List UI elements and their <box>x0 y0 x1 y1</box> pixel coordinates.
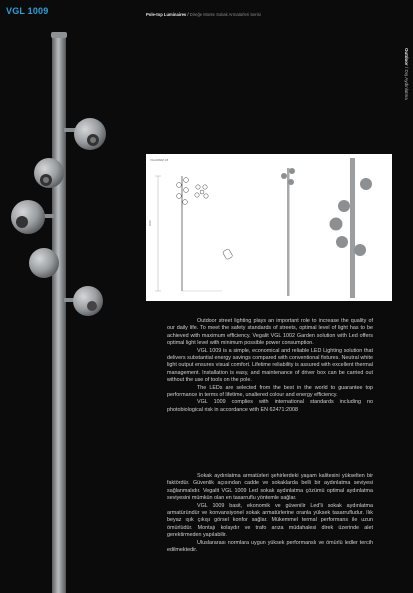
luminaire-head-1 <box>74 118 106 150</box>
side-label-bold: Outdoor <box>404 48 409 66</box>
pole-product-photo <box>0 30 125 593</box>
side-label-sub: Dış Aydınlatma <box>404 69 409 100</box>
drawing-code: VGL1009/M 1/5 <box>150 159 169 162</box>
side-section-label <box>404 48 409 100</box>
side-label-separator: / <box>404 65 409 70</box>
category-sub: Direğe Monte Sokak Armatürleri Serisi <box>189 12 261 17</box>
drawing-dimension: 5000 <box>149 220 152 226</box>
category-bold: Pole-top Luminaires <box>146 12 187 17</box>
tr-paragraph-3: Uluslararası normlara uygun yüksek performanslı ve ömürlü ledler tercih edilmektedir. <box>167 539 373 554</box>
english-description <box>167 318 373 414</box>
luminaire-head-3 <box>11 200 45 234</box>
category-line <box>146 12 261 17</box>
turkish-description <box>167 473 373 554</box>
tr-paragraph-2: VGL 1009 basit, ekonomik ve güvenilir Led'li sokak aydınlatma armatüründür ve konvansiyonel sokak armatürlerine oranla yüksek tasarrufludur. Ilık beyaz ışık çıkışı görsel konfor sağlar. Mükemmel termal performans ile uzun ömürlüdür. Montajı kolaydır ve trafo arıza müdahalesi direk üzerinde alet gerektirmeden yapılabilir. <box>167 502 373 539</box>
drawing-graphics <box>146 154 392 301</box>
luminaire-head-5 <box>73 286 103 316</box>
en-paragraph-4: VGL 1009 complies with international standards including no photobiological risk in accordance with EN 62471:2008 <box>167 399 373 413</box>
technical-drawing-panel <box>146 154 392 301</box>
luminaire-head-2 <box>34 158 64 188</box>
en-paragraph-2: VGL 1009 is a simple, economical and reliable LED Lighting solution that delivers substantial energy savings compared with conventional fixtures. Neutral white light output ensures visual comfort. Lifetime reliability is assured with excellent thermal management. Installation is easy, and maintenance of driver box can be carried out without the use of tools on the pole. <box>167 347 373 384</box>
en-paragraph-3: The LEDs are selected from the best in the world to guarantee top performance in terms of lifetime, unaltered colour and energy efficiency. <box>167 384 373 399</box>
product-title: VGL 1009 <box>6 6 49 16</box>
luminaire-head-4 <box>29 248 59 278</box>
en-paragraph-1: Outdoor street lighting plays an important role to increase the quality of our daily life. To meet the safety standards of streets, optimal level of light has to be achieved with maximum efficiency. Vegalit VGL 1002 Garden solution with Led offers optimal light level with minimum possible power consumption. <box>167 318 373 347</box>
tr-paragraph-1: Sokak aydınlatma armatürleri şehirlerdeki yaşam kalitesini yükselten bir faktördür. Güvenlik açısından cadde ve sokaklarda belli bir aydınlatma seviyesi sağlanmalıdır. Vegalit VGL 1009 Led sokak aydınlatma çözümü optimal aydınlatma seviyesini mümkün olan en tasarruflu yöntemle sağlar. <box>167 473 373 502</box>
category-separator: / <box>186 12 190 17</box>
